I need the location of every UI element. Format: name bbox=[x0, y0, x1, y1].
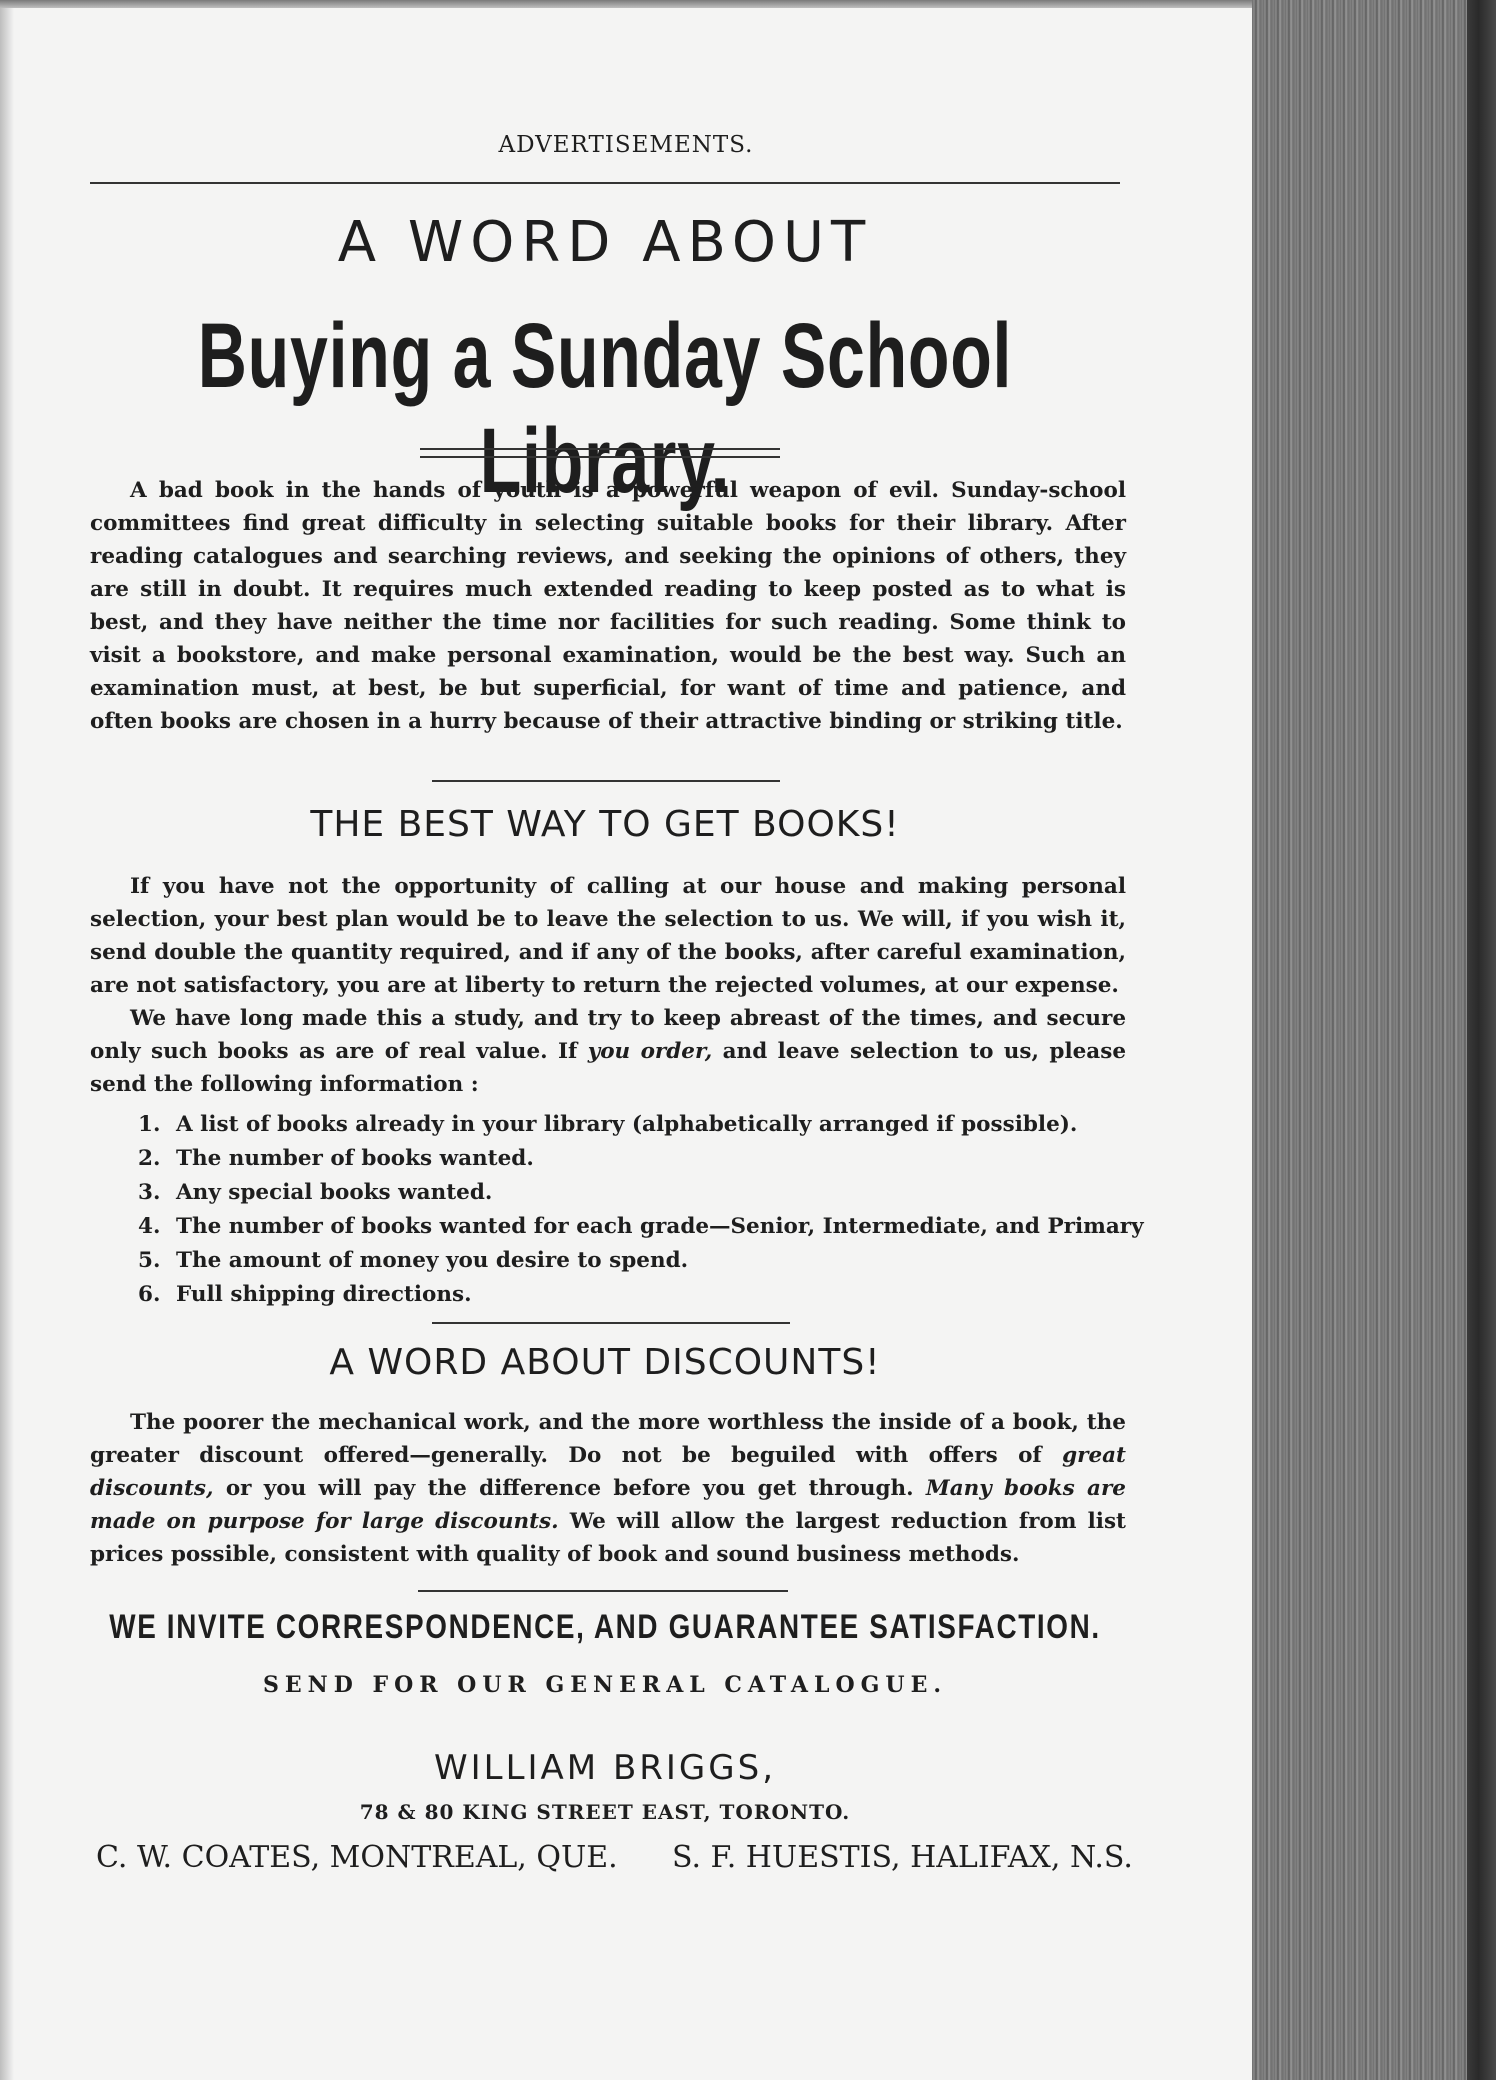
discounts-italic-a: great discounts, bbox=[90, 1443, 1126, 1501]
list-item-number: 1. bbox=[138, 1112, 161, 1137]
list-item-text: Any special books wanted. bbox=[176, 1180, 493, 1205]
intro-paragraph bbox=[90, 474, 1126, 738]
list-item bbox=[138, 1210, 1144, 1244]
header-rule bbox=[90, 182, 1120, 184]
title-line-2: Buying a Sunday School Library. bbox=[197, 305, 1013, 512]
best-way-paragraph-1-text: If you have not the opportunity of calling at our house and making personal selection, your best plan would be to leave the selection to us. We will, if you wish it, send double the quantity required, and if any of the books, after careful examination, are not satisfactory, you are at liberty to return the rejected volumes, at our expense. bbox=[90, 874, 1126, 998]
invite-line: WE INVITE CORRESPONDENCE, AND GUARANTEE SATISFACTION. bbox=[109, 1608, 1101, 1646]
best-way-paragraph-1 bbox=[90, 870, 1126, 1002]
title-double-rule bbox=[420, 448, 780, 458]
discounts-italic-b: Many books are made on purpose for large discounts. bbox=[90, 1476, 1126, 1534]
list-item-number: 3. bbox=[138, 1180, 161, 1205]
agent-halifax: S. F. HUESTIS, HALIFAX, N.S. bbox=[672, 1840, 1133, 1875]
list-item bbox=[138, 1278, 1138, 1312]
list-item-text: A list of books already in your library (alphabetically arranged if possible). bbox=[176, 1112, 1078, 1137]
discounts-text-b: or you will pay the difference before you get through. bbox=[225, 1476, 914, 1501]
list-item-text: The number of books wanted. bbox=[176, 1146, 534, 1171]
discounts-text-a: The poorer the mechanical work, and the more worthless the inside of a book, the greater discount offered—generally. Do not be beguiled with offers of bbox=[90, 1410, 1126, 1468]
information-list bbox=[138, 1108, 1144, 1312]
list-item-number: 4. bbox=[138, 1214, 161, 1239]
book-page-edges bbox=[1252, 0, 1496, 2080]
section-separator bbox=[432, 780, 780, 782]
best-way-paragraph-2 bbox=[90, 1002, 1126, 1101]
list-item-text: The amount of money you desire to spend. bbox=[176, 1248, 689, 1273]
advertisement-page bbox=[0, 8, 1252, 2080]
discounts-heading: A WORD ABOUT DISCOUNTS! bbox=[329, 1342, 881, 1383]
publisher-address: 78 & 80 KING STREET EAST, TORONTO. bbox=[359, 1800, 851, 1824]
list-item bbox=[138, 1244, 1138, 1278]
catalogue-line: SEND FOR OUR GENERAL CATALOGUE. bbox=[262, 1672, 948, 1698]
best-way-paragraph-2-text-b: and leave selection to us, please send the following information : bbox=[90, 1039, 1127, 1097]
running-head: ADVERTISEMENTS. bbox=[498, 132, 754, 158]
section-separator bbox=[432, 1322, 790, 1324]
list-item bbox=[138, 1142, 1138, 1176]
list-item bbox=[138, 1176, 1138, 1210]
discounts-text-c: We will allow the largest reduction from list prices possible, consistent with quality of book and sound business methods. bbox=[90, 1509, 1126, 1567]
publisher-name: WILLIAM BRIGGS, bbox=[433, 1748, 777, 1788]
discounts-paragraph bbox=[90, 1406, 1126, 1571]
list-item bbox=[138, 1108, 1138, 1142]
list-item-text: Full shipping directions. bbox=[176, 1282, 472, 1307]
best-way-paragraph-2-text-a: We have long made this a study, and try to keep abreast of the times, and secure only such books as are of real value. If bbox=[90, 1006, 1126, 1064]
intro-paragraph-text: A bad book in the hands of youth is a powerful weapon of evil. Sunday-school committees find great difficulty in selecting suitable books for their library. After reading catalogues and searching reviews, and seeking the opinions of others, they are still in doubt. It requires much extended reading to keep posted as to what is best, and they have neither the time nor facilities for such reading. Some think to visit a bookstore, and make personal examination, would be the best way. Such an examination must, at best, be but superficial, for want of time and patience, and often books are chosen in a hurry because of their attractive binding or striking title. bbox=[90, 478, 1126, 734]
section-separator bbox=[418, 1590, 788, 1592]
best-way-heading: THE BEST WAY TO GET BOOKS! bbox=[310, 804, 900, 845]
best-way-paragraph-2-italic: you order, bbox=[587, 1039, 713, 1064]
title-line-1: A WORD ABOUT bbox=[337, 210, 873, 275]
list-item-text: The number of books wanted for each grade—Senior, Intermediate, and Primary bbox=[176, 1214, 1144, 1239]
list-item-number: 6. bbox=[138, 1282, 161, 1307]
list-item-number: 2. bbox=[138, 1146, 161, 1171]
list-item-number: 5. bbox=[138, 1248, 161, 1273]
agent-montreal: C. W. COATES, MONTREAL, QUE. bbox=[96, 1840, 618, 1875]
